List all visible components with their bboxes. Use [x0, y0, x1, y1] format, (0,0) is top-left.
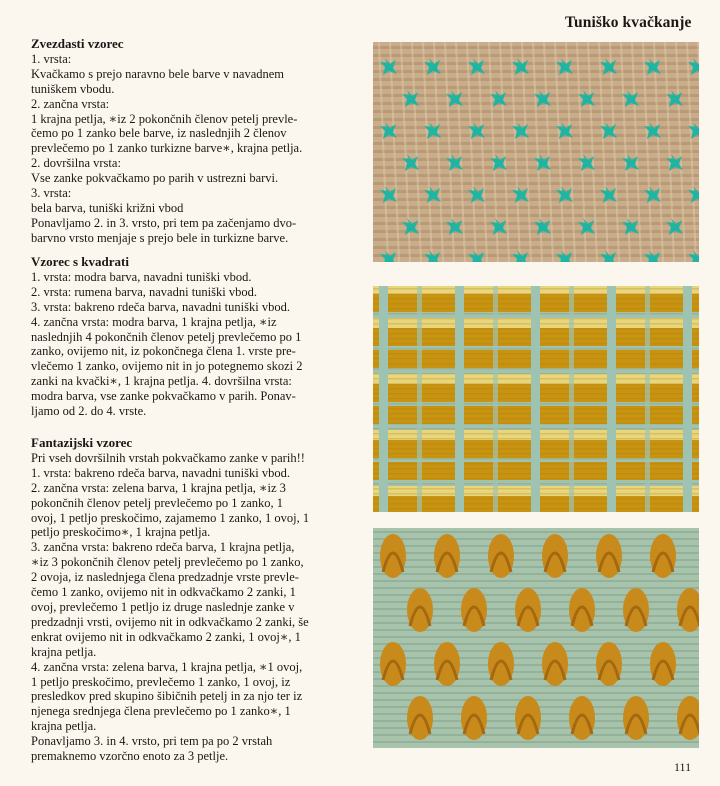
- vertical-stripe: [683, 286, 692, 512]
- swatch-ridge: [373, 150, 699, 153]
- stitch-ridge: [373, 678, 699, 680]
- swatch-star-pattern-photo: [373, 42, 699, 262]
- section-title: Vzorec s kvadrati: [31, 254, 129, 269]
- text-line: ljamo od 2. do 4. vrste.: [31, 404, 147, 419]
- swatch-ridge: [373, 174, 699, 177]
- text-line: enkrat ovijemo nit in odkvačkamo 2 zanki, 1 ovoj∗, 1: [31, 629, 301, 644]
- section-zvezdasti-vzorec: [31, 37, 367, 246]
- text-line: naslednjih 4 pokončnih členov petelj prevlečemo po 1: [31, 329, 302, 344]
- swatch-squares-svg: [373, 286, 699, 512]
- vertical-stripe: [607, 286, 616, 512]
- swatch-ridge: [373, 166, 699, 169]
- text-line: zanki na kvački∗, 1 krajna petlja. 4. dovršilna vrsta:: [31, 374, 292, 389]
- text-line: pokončnih členov petelj prevlečemo po 1 zanko, 1: [31, 495, 284, 510]
- text-line: presledkov pred skupino šibičnih petelj in za njo ter iz: [31, 689, 303, 704]
- text-line: krajna petlja.: [31, 719, 97, 734]
- stitch-ridge: [373, 545, 699, 547]
- stitch-ridge: [373, 531, 699, 533]
- section-fantazijski-vzorec: [31, 436, 367, 764]
- text-line: modra barva, vse zanke pokvačkamo v parih. Ponav-: [31, 389, 296, 404]
- text-line: 3. zančna vrsta: bakreno rdeča barva, 1 krajna petlja,: [31, 540, 295, 555]
- stitch-ridge: [373, 636, 699, 638]
- swatch-ridge: [373, 86, 699, 89]
- text-line: 4. zančna vrsta: modra barva, 1 krajna petlja, ∗iz: [31, 314, 277, 329]
- swatch-ridge: [373, 46, 699, 49]
- vertical-stripe: [455, 286, 464, 512]
- vertical-stripe: [417, 286, 422, 512]
- stitch-ridge: [373, 643, 699, 645]
- text-line: 2. vrsta: rumena barva, navadni tuniški vbod.: [31, 284, 257, 299]
- vertical-stripe: [645, 286, 650, 512]
- stitch-ridge: [373, 559, 699, 561]
- vertical-stripe: [531, 286, 540, 512]
- page-number: 111: [674, 760, 692, 774]
- text-line: tuniškem vbodu.: [31, 81, 115, 96]
- text-line: 2. dovršilna vrsta:: [31, 156, 121, 171]
- text-line: vlečemo 1 zanko, ovijemo nit in jo potegnemo skozi 2: [31, 359, 303, 374]
- section-body: [31, 451, 367, 764]
- text-line: ovoj, 1 petljo preskočimo, zajamemo 1 zanko, 1 ovoj, 1: [31, 510, 310, 525]
- text-line: čemo po 1 zanko bele barve, iz naslednjih 2 členov: [31, 126, 287, 141]
- text-line: zanko, ovijemo nit, iz pokončnega člena 1. vrste pre-: [31, 344, 296, 359]
- text-line: 3. vrsta: bakreno rdeča barva, navadni tuniški vbod.: [31, 299, 290, 314]
- stitch-ridge: [373, 538, 699, 540]
- section-body: [31, 270, 367, 419]
- stitch-ridge: [373, 692, 699, 694]
- text-line: 1. vrsta: bakreno rdeča barva, navadni tuniški vbod.: [31, 465, 290, 480]
- stitch-ridge: [373, 657, 699, 659]
- stitch-ridge: [373, 566, 699, 568]
- text-line: prevlečemo po 1 zanko turkizne barve∗, krajna petlja.: [31, 141, 303, 156]
- text-line: njenega srednjega člena prevlečemo po 1 zanko∗, 1: [31, 704, 291, 719]
- text-line: 4. zančna vrsta: zelena barva, 1 krajna petlja, ∗1 ovoj,: [31, 659, 303, 674]
- stitch-ridge: [373, 685, 699, 687]
- text-line: Vse zanke pokvačkamo po parih v ustrezni barvi.: [31, 171, 279, 186]
- text-line: ∗iz 3 pokončnih členov petelj prevlečemo po 1 zanko,: [31, 555, 304, 570]
- text-line: petljo preskočimo∗, 1 krajna petlja.: [31, 525, 211, 540]
- swatch-star-svg: [373, 42, 699, 262]
- swatch-squares-pattern-photo: [373, 286, 699, 512]
- stitch-ridge: [373, 580, 699, 582]
- text-line: 1. vrsta: modra barva, navadni tuniški vbod.: [31, 269, 252, 284]
- section-body: [31, 52, 367, 246]
- swatch-ridge: [373, 182, 699, 185]
- page-header: Tuniško kvačkanje: [565, 14, 692, 31]
- text-line: Ponavljamo 2. in 3. vrsto, pri tem pa začenjamo dvo-: [31, 215, 297, 230]
- text-line: 2. zančna vrsta:: [31, 96, 110, 111]
- vertical-stripe: [379, 286, 388, 512]
- text-line: 1 krajna petlja, ∗iz 2 pokončnih členov petelj prevle-: [31, 111, 298, 126]
- text-line: Kvačkamo s prejo naravno bele barve v navadnem: [31, 66, 285, 81]
- text-line: krajna petlja.: [31, 644, 97, 659]
- swatch-ridge: [373, 246, 699, 249]
- text-line: ovoj, prevlečemo 1 petljo iz druge naslednje zanke v: [31, 599, 295, 614]
- text-line: 2. zančna vrsta: zelena barva, 1 krajna petlja, ∗iz 3: [31, 480, 286, 495]
- text-line: 1 petljo preskočimo, prevlečemo 1 zanko, 1 ovoj, iz: [31, 674, 291, 689]
- swatch-ridge: [373, 142, 699, 145]
- text-line: barvno vrsto menjaje s prejo bele in turkizne barve.: [31, 230, 289, 245]
- stitch-ridge: [373, 741, 699, 743]
- swatch-ridge: [373, 54, 699, 57]
- stitch-ridge: [373, 650, 699, 652]
- text-line: Ponavljamo 3. in 4. vrsto, pri tem pa po 2 vrstah: [31, 734, 273, 749]
- section-title: Fantazijski vzorec: [31, 435, 133, 450]
- section-vzorec-s-kvadrati: [31, 255, 367, 419]
- swatch-fantasy-svg: [373, 528, 699, 748]
- stitch-ridge: [373, 671, 699, 673]
- swatch-fantasy-pattern-photo: [373, 528, 699, 748]
- text-line: 2 ovoja, iz naslednjega člena predzadnje vrste prevle-: [31, 570, 299, 585]
- swatch-ridge: [373, 78, 699, 81]
- text-line: Pri vseh dovršilnih vrstah pokvačkamo zanke v parih!!: [31, 450, 305, 465]
- text-line: 1. vrsta:: [31, 51, 72, 66]
- text-line: čemo 1 zanko, ovijemo nit in odkvačkamo 2 zanki, 1: [31, 585, 296, 600]
- section-title: Zvezdasti vzorec: [31, 36, 124, 51]
- text-line: predzadnji vrsti, ovijemo nit in odkvačkamo 2 zanki, še: [31, 614, 309, 629]
- vertical-stripe: [569, 286, 574, 512]
- text-line: 3. vrsta:: [31, 186, 72, 201]
- text-line: bela barva, tuniški križni vbod: [31, 200, 184, 215]
- vertical-stripe: [493, 286, 498, 512]
- text-line: premaknemo vzorčno enoto za 3 petlje.: [31, 749, 229, 764]
- stitch-ridge: [373, 573, 699, 575]
